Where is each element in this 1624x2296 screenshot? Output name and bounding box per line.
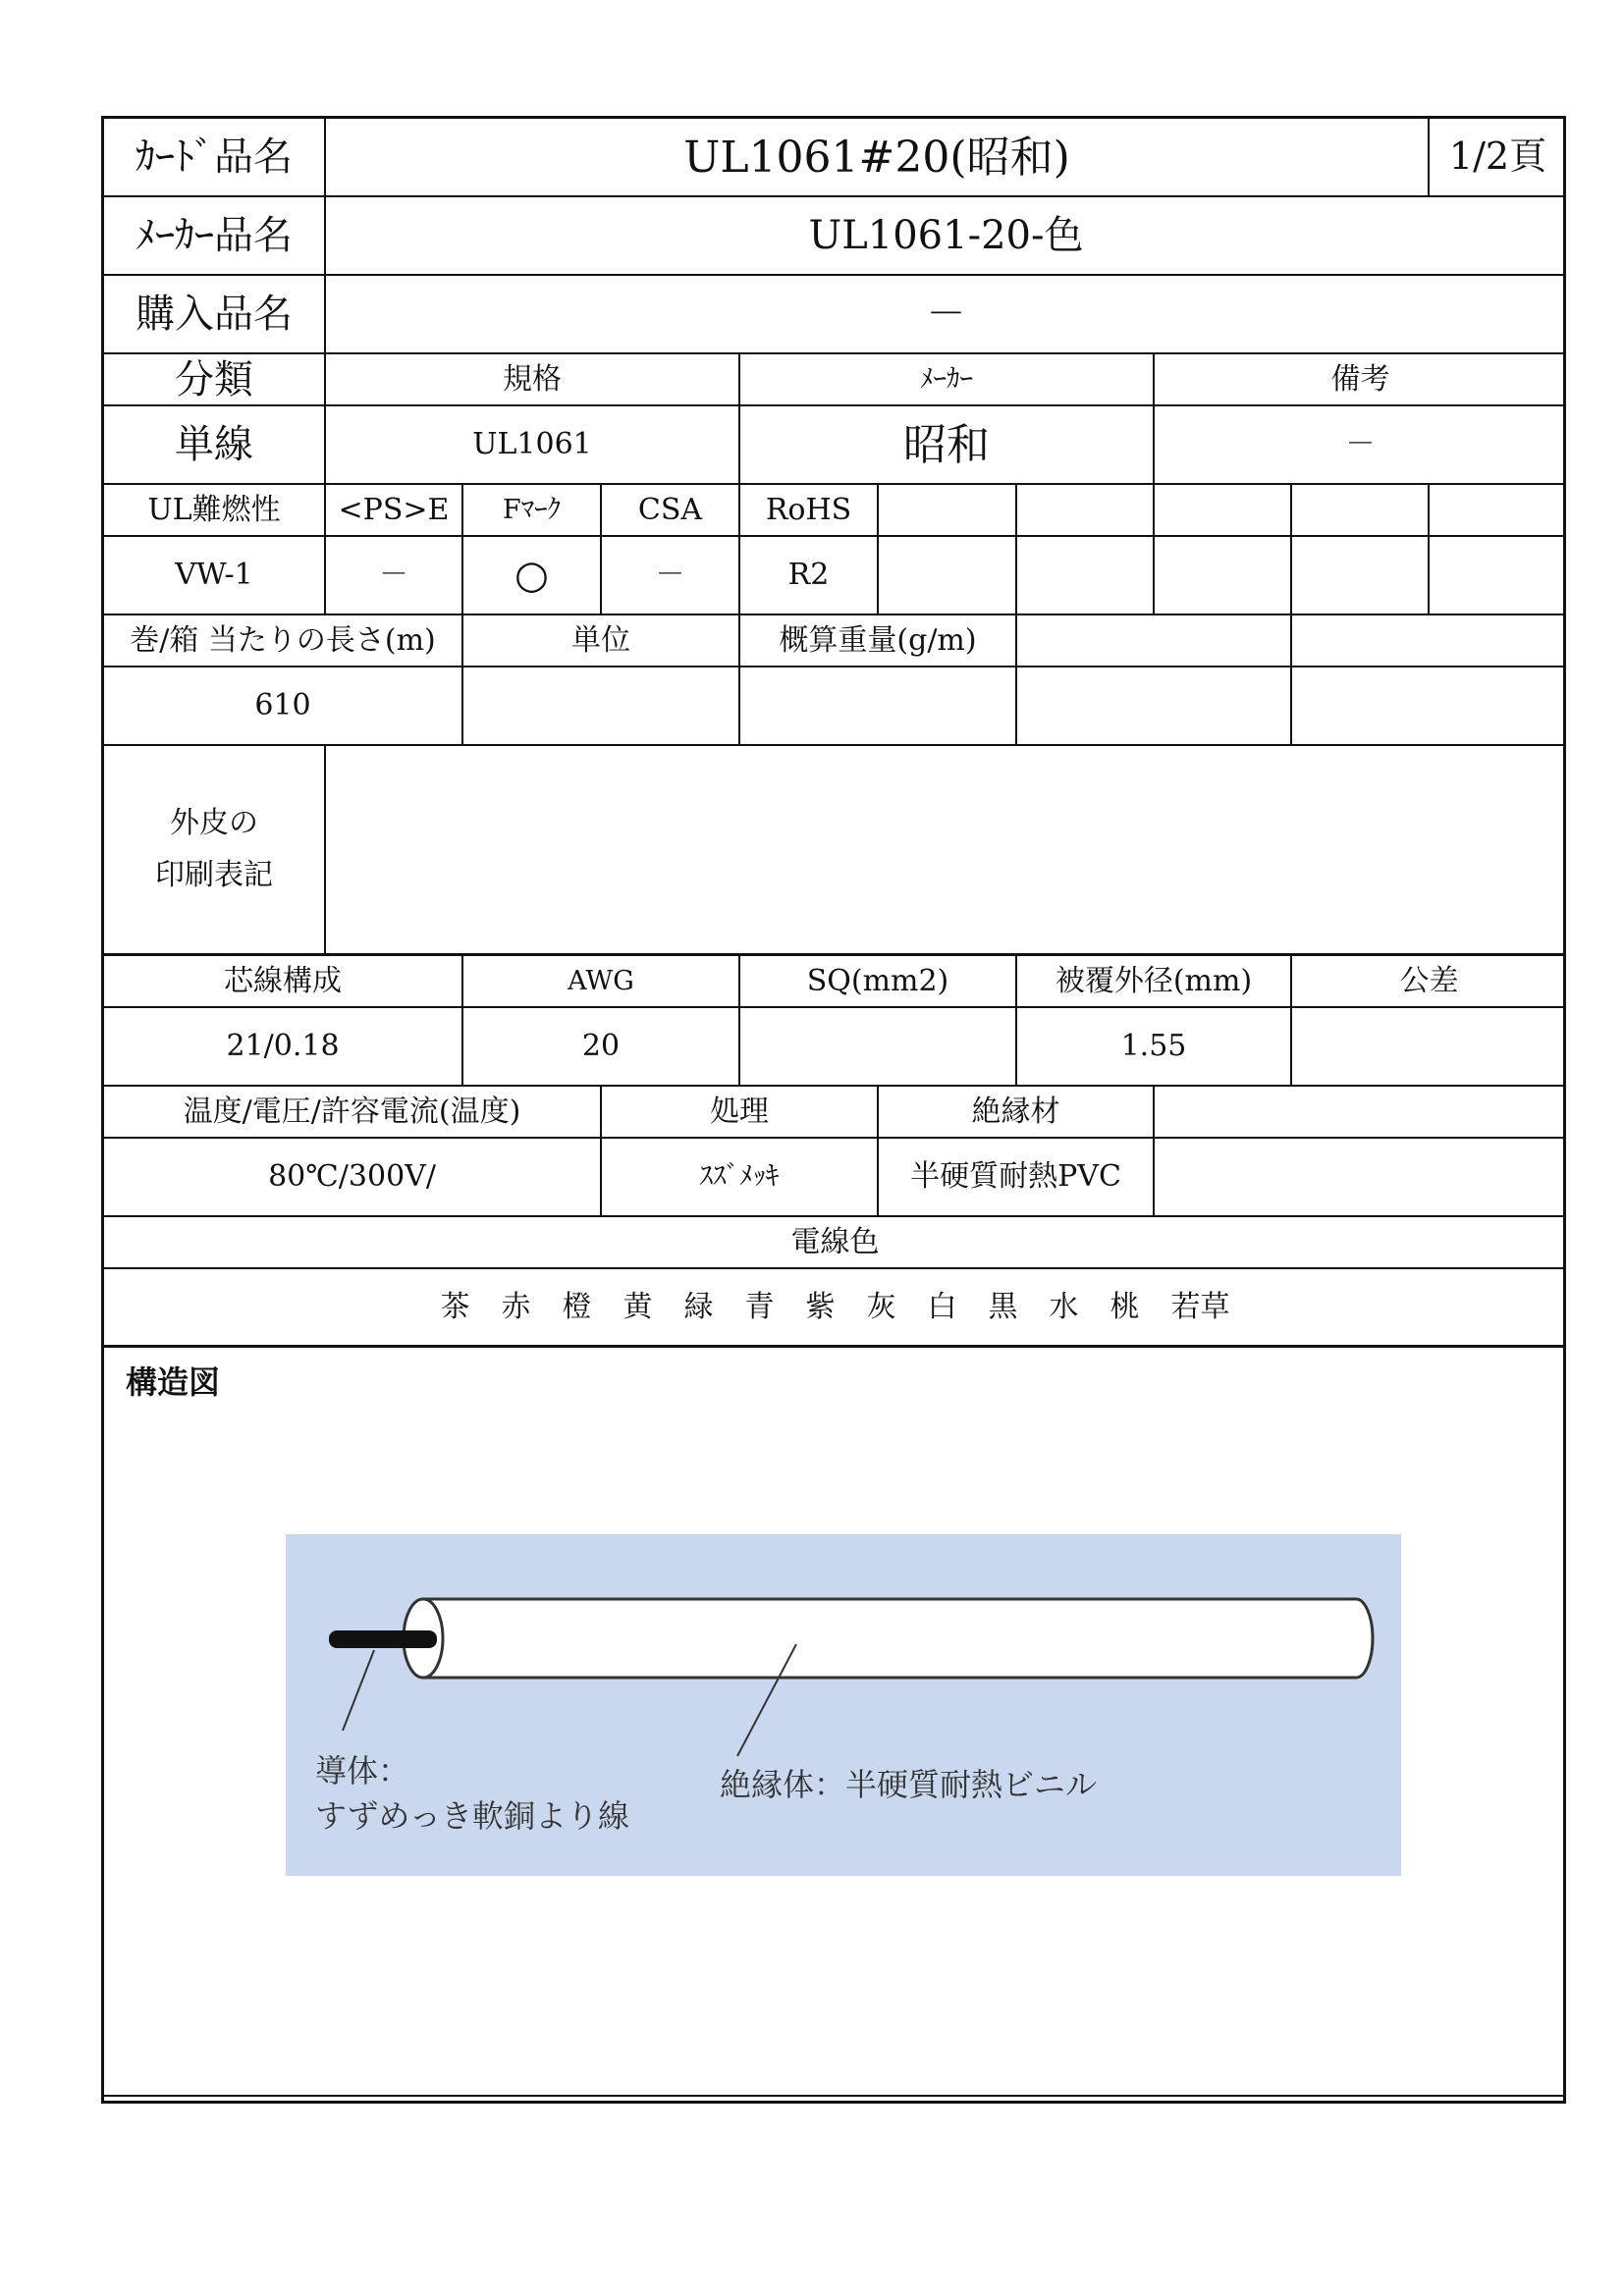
color-light-blue: 水 [1049,1289,1079,1324]
maker-name-label: ﾒｰｶｰ品名 [104,197,326,276]
print-marking-value [326,746,1566,956]
classification-value: 単線 [104,406,326,485]
classification-header: 分類 [104,354,326,406]
wire-colors-list [104,1269,1566,1348]
card-name-value: UL1061#20(昭和) [326,119,1430,197]
color-orange: 橙 [562,1289,592,1324]
f-mark-header: Fﾏｰｸ [463,485,602,537]
insulation-material-header: 絶縁材 [879,1087,1155,1139]
color-purple: 紫 [805,1289,836,1324]
core-construction-value: 21/0.18 [104,1008,463,1087]
page-number: 1/2頁 [1430,119,1566,197]
f-mark-value: ○ [463,537,602,615]
pse-value: － [326,537,463,615]
rating-header-blank [1155,1087,1566,1139]
spec-sheet [101,116,1566,2104]
standard-value: UL1061 [326,406,740,485]
cert-value-blank-2 [1017,537,1155,615]
outer-diameter-value: 1.55 [1017,1008,1292,1087]
conductor-core [329,1630,437,1648]
rohs-value: R2 [740,537,879,615]
cert-header-blank-3 [1155,485,1292,537]
outer-diameter-header: 被覆外径(mm) [1017,956,1292,1008]
rohs-header: RoHS [740,485,879,537]
color-red: 赤 [501,1289,531,1324]
purchase-name-label: 購入品名 [104,276,326,354]
tolerance-header: 公差 [1292,956,1566,1008]
weight-header: 概算重量(g/m) [740,615,1017,667]
awg-value: 20 [463,1008,740,1087]
wire-colors-header: 電線色 [104,1217,1566,1269]
maker-header: ﾒｰｶｰ [740,354,1155,406]
conductor-label-line1: 導体： [315,1752,410,1789]
treatment-header: 処理 [602,1087,879,1139]
cert-value-blank-1 [879,537,1017,615]
bottom-double-rule [104,2095,1563,2097]
unit-value [463,667,740,746]
color-black: 黒 [988,1289,1018,1324]
cert-value-blank-3 [1155,537,1292,615]
length-value-blank-2 [1292,667,1566,746]
ul-flame-header: UL難燃性 [104,485,326,537]
rating-value: 80℃/300V/ [104,1139,602,1217]
length-value: 610 [104,667,463,746]
remarks-value: － [1155,406,1566,485]
weight-value [740,667,1017,746]
rating-value-blank [1155,1139,1566,1217]
cert-header-blank-4 [1292,485,1430,537]
treatment-value: ｽｽﾞﾒｯｷ [602,1139,879,1217]
rating-header: 温度/電圧/許容電流(温度) [104,1087,602,1139]
length-value-blank-1 [1017,667,1292,746]
print-marking-label-line2: 印刷表記 [155,857,273,892]
print-marking-label-line1: 外皮の [170,806,258,840]
length-header-blank-2 [1292,615,1566,667]
cert-header-blank-5 [1430,485,1566,537]
core-construction-header: 芯線構成 [104,956,463,1008]
standard-header: 規格 [326,354,740,406]
maker-value: 昭和 [740,406,1155,485]
remarks-header: 備考 [1155,354,1566,406]
insulation-material-value: 半硬質耐熱PVC [879,1139,1155,1217]
color-lime: 若草 [1170,1289,1230,1324]
csa-header: CSA [602,485,740,537]
conductor-label-line2: すずめっき軟銅より線 [315,1797,630,1835]
awg-header: AWG [463,956,740,1008]
color-green: 緑 [683,1289,714,1324]
maker-name-value: UL1061-20-色 [326,197,1566,276]
color-blue: 青 [744,1289,775,1324]
color-pink: 桃 [1110,1289,1140,1324]
color-white: 白 [927,1289,957,1324]
cert-header-blank-2 [1017,485,1155,537]
tolerance-value [1292,1008,1566,1087]
csa-value: － [602,537,740,615]
color-yellow: 黄 [623,1289,653,1324]
cert-header-blank-1 [879,485,1017,537]
pse-header: <PS>E [326,485,463,537]
unit-header: 単位 [463,615,740,667]
color-brown: 茶 [440,1289,470,1324]
sq-header: SQ(mm2) [740,956,1017,1008]
sq-value [740,1008,1017,1087]
cert-value-blank-5 [1430,537,1566,615]
card-name-label: ｶｰﾄﾞ品名 [104,119,326,197]
insulator-label: 絶縁体：半硬質耐熱ビニル [720,1766,1098,1803]
length-header-blank-1 [1017,615,1292,667]
insulation-body [423,1599,1373,1678]
length-header: 巻/箱 当たりの長さ(m) [104,615,463,667]
wire-structure-diagram [286,1534,1401,1876]
ul-flame-value: VW-1 [104,537,326,615]
print-marking-label [104,746,326,956]
structure-diagram-title: 構造図 [126,1363,221,1401]
color-gray: 灰 [866,1289,896,1324]
purchase-name-value: － [326,276,1566,354]
cert-value-blank-4 [1292,537,1430,615]
